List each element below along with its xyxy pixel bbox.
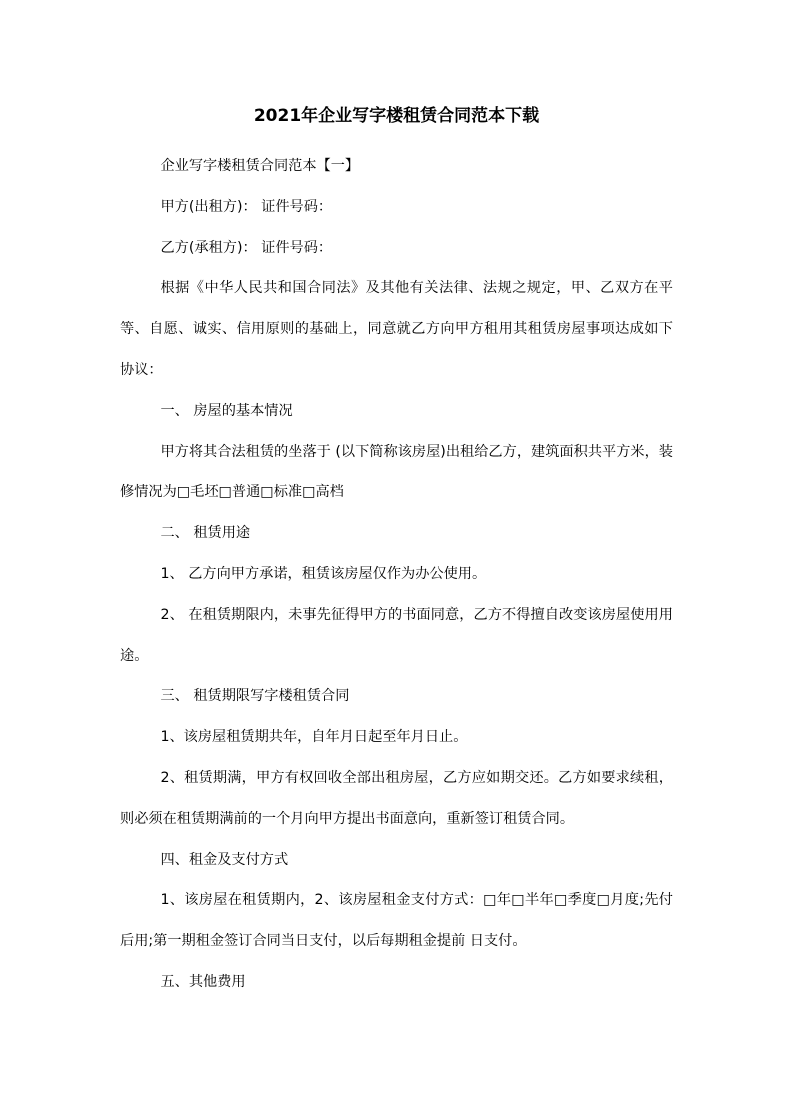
section-heading-template-one: 企业写字楼租赁合同范本【一】 <box>160 158 360 174</box>
lease-term-clause-2: 2、租赁期满，甲方有权回收全部出租房屋，乙方应如期交还。乙方如要求续租，则必须在租赁期满前的一个月向甲方提出书面意向，重新签订租赁合同。 <box>120 769 673 827</box>
lease-term-clause-1: 1、该房屋租赁期共年，自年月日起至年月日止。 <box>160 729 468 746</box>
section-heading-lease-term: 三、 租赁期限写字楼租赁合同 <box>160 688 350 705</box>
party-b-line: 乙方(承租方)： 证件号码： <box>160 239 333 256</box>
section-heading-house-basics: 一、 房屋的基本情况 <box>160 402 293 419</box>
section-heading-other-fees: 五、其他费用 <box>160 973 246 990</box>
document-title: 2021年企业写字楼租赁合同范本下载 <box>253 106 540 126</box>
house-basics-paragraph: 甲方将其合法租赁的坐落于 (以下简称该房屋)出租给乙方，建筑面积共平方米，装修情况为□毛坯□普通□标准□高档 <box>120 443 673 501</box>
lease-purpose-clause-1: 1、 乙方向甲方承诺，租赁该房屋仅作为办公使用。 <box>160 565 487 582</box>
party-a-line: 甲方(出租方)： 证件号码： <box>160 198 333 215</box>
section-heading-rent-payment: 四、租金及支付方式 <box>160 851 289 868</box>
document-page <box>120 104 673 1003</box>
rent-payment-clause-1: 1、该房屋在租赁期内，2、该房屋租金支付方式：□年□半年□季度□月度;先付后用;第一期租金签订合同当日支付，以后每期租金提前 日支付。 <box>120 892 673 950</box>
preamble-paragraph: 根据《中华人民共和国合同法》及其他有关法律、法规之规定，甲、乙双方在平等、自愿、诚实、信用原则的基础上，同意就乙方向甲方租用其租赁房屋事项达成如下协议： <box>120 280 673 378</box>
section-heading-lease-purpose: 二、 租赁用途 <box>160 525 251 542</box>
lease-purpose-clause-2: 2、 在租赁期限内，未事先征得甲方的书面同意，乙方不得擅自改变该房屋使用用途。 <box>120 606 673 664</box>
